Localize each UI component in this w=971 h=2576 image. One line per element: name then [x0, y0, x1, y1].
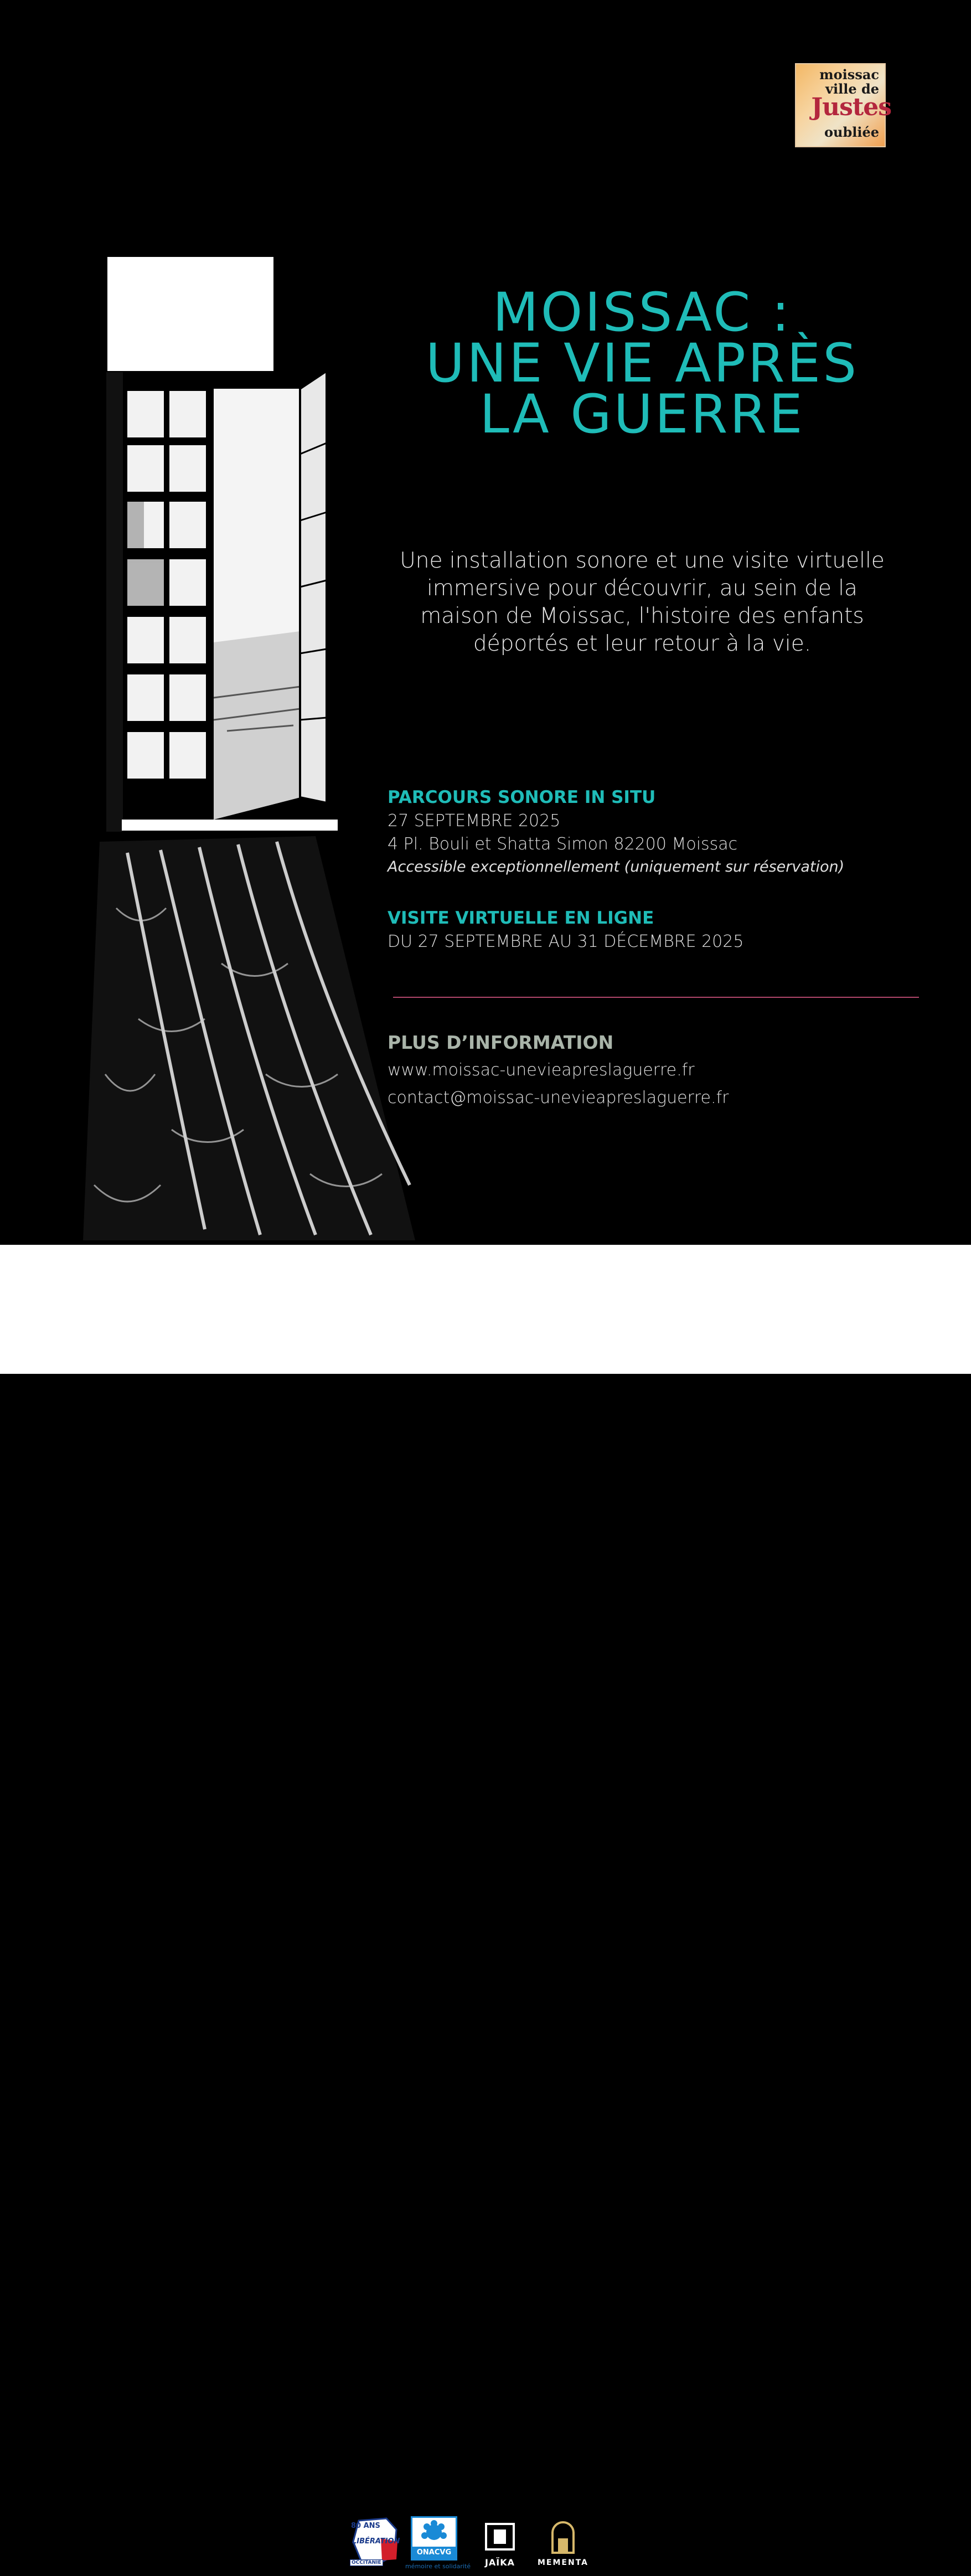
cornflower-icon [412, 2519, 456, 2547]
logo-line-3: Justes [811, 93, 891, 121]
jaika-emblem-icon [472, 2516, 528, 2555]
title-line-2: UNE VIE APRÈS [425, 332, 859, 394]
onacvg-tagline: mémoire et solidarité [405, 2563, 471, 2570]
parcours-heading: PARCOURS SONORE IN SITU [388, 787, 656, 807]
page-title [388, 281, 897, 445]
onacvg-name: ONACVG [412, 2547, 456, 2559]
liberation-logo [348, 2516, 403, 2574]
poster [0, 0, 971, 1245]
parcours-block [388, 785, 844, 878]
visite-heading: VISITE VIRTUELLE EN LIGNE [388, 908, 654, 928]
parcours-date: 27 SEPTEMBRE 2025 [388, 811, 561, 831]
partners-footer [0, 1245, 971, 2570]
intro-text [376, 547, 908, 658]
title-line-1: MOISSAC : [492, 281, 792, 343]
contact-website[interactable]: www.moissac-unevieapreslaguerre.fr [388, 1060, 695, 1080]
liberation-top-text: 80 ANS [351, 2522, 380, 2530]
mementa-name: MEMENTA [537, 2558, 588, 2567]
jaika-logo [472, 2516, 528, 2574]
intro-line-1: Une installation sonore et une visite virtuelle [400, 548, 885, 573]
contact-heading: PLUS D’INFORMATION [388, 1032, 614, 1053]
door-arch-icon [535, 2516, 591, 2556]
logo-line-4: oubliée [824, 124, 879, 140]
mementa-logo [535, 2516, 591, 2574]
contact-email[interactable]: contact@moissac-unevieapreslaguerre.fr [388, 1088, 729, 1107]
logo-line-1: moissac [819, 66, 879, 83]
liberation-mid-text: LIBÉRATION [352, 2537, 400, 2546]
title-line-3: LA GUERRE [479, 383, 805, 445]
intro-line-2: immersive pour découvrir, au sein de la [427, 576, 858, 601]
jaika-name: JAÏKA [484, 2557, 515, 2568]
visite-block [388, 906, 743, 954]
contact-block [388, 1029, 729, 1112]
intro-line-3: maison de Moissac, l'histoire des enfants [420, 604, 864, 628]
separator-line [393, 997, 919, 998]
logo-line-2: ville de [825, 81, 879, 97]
moissac-justes-logo [795, 63, 891, 147]
intro-line-4: déportés et leur retour à la vie. [473, 631, 812, 656]
visite-dates: DU 27 SEPTEMBRE AU 31 DÉCEMBRE 2025 [388, 932, 744, 951]
liberation-bottom-text: OCCITANIE [350, 2559, 383, 2566]
window-photo [83, 244, 415, 1240]
onacvg-box [411, 2516, 457, 2560]
parcours-address: 4 Pl. Bouli et Shatta Simon 82200 Moissac [388, 834, 738, 854]
onacvg-logo [405, 2516, 471, 2574]
parcours-note: Accessible exceptionnellement (uniquement sur réservation) [388, 858, 845, 875]
